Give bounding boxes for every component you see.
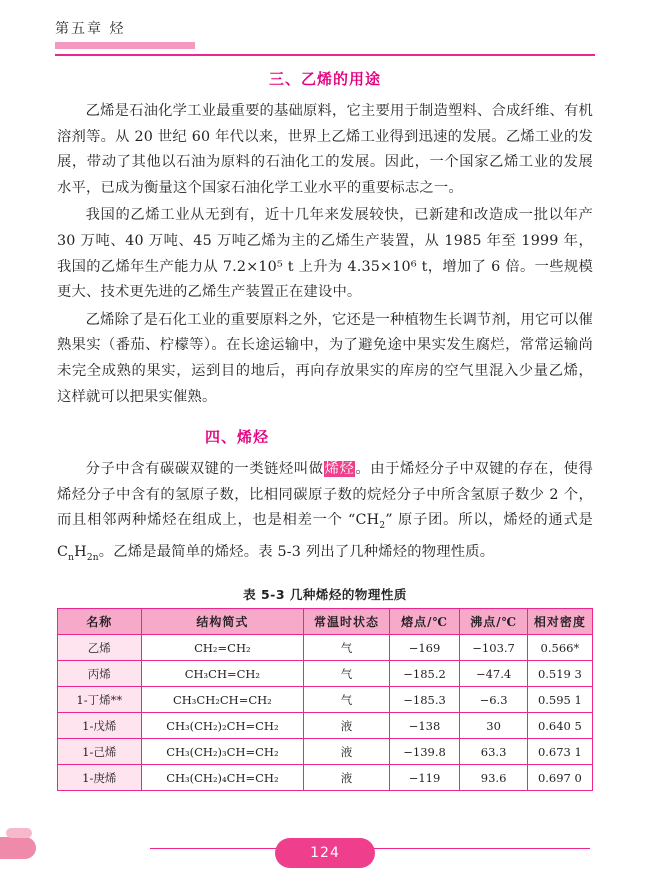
cell-structure: CH₂=CH₂ <box>141 635 304 661</box>
th-structure: 结构简式 <box>141 609 304 635</box>
th-boiling-point: 沸点/℃ <box>460 609 527 635</box>
cell-melting-point: −139.8 <box>389 739 460 765</box>
section-heading-alkenes: 四、烯烃 <box>205 428 270 447</box>
highlighted-term-alkene: 烯烃 <box>324 461 355 478</box>
header-pink-band <box>55 42 195 49</box>
table-row <box>58 661 593 687</box>
cell-melting-point: −185.2 <box>389 661 460 687</box>
cell-density: 0.673 1 <box>527 739 592 765</box>
section-heading-uses: 三、乙烯的用途 <box>268 70 381 88</box>
cell-state: 液 <box>304 765 389 791</box>
table-header-row <box>58 609 593 635</box>
sub-2n: 2n <box>86 552 99 563</box>
cell-melting-point: −119 <box>389 765 460 791</box>
th-melting-point: 熔点/℃ <box>389 609 460 635</box>
cell-boiling-point: −6.3 <box>460 687 527 713</box>
cell-structure: CH₃CH=CH₂ <box>141 661 304 687</box>
cell-melting-point: −169 <box>389 635 460 661</box>
cell-state: 气 <box>304 661 389 687</box>
cell-structure: CH₃(CH₂)₃CH=CH₂ <box>141 739 304 765</box>
alkene-properties-table <box>57 608 593 791</box>
table-row <box>58 765 593 791</box>
paragraph-alkenes-1-part-d: H <box>74 543 87 560</box>
paragraph-alkenes-1-part-e: 。乙烯是最简单的烯烃。表 5-3 列出了几种烯烃的物理性质。 <box>98 543 495 560</box>
th-name: 名称 <box>58 609 142 635</box>
table-row <box>58 713 593 739</box>
cell-melting-point: −138 <box>389 713 460 739</box>
cell-state: 气 <box>304 687 389 713</box>
table-row <box>58 687 593 713</box>
page-number: 124 <box>275 838 375 868</box>
cell-state: 液 <box>304 713 389 739</box>
cell-name: 丙烯 <box>58 661 142 687</box>
paragraph-uses-1: 乙烯是石油化学工业最重要的基础原料，它主要用于制造塑料、合成纤维、有机溶剂等。从 20 世纪 60 年代以来，世界上乙烯工业得到迅速的发展。乙烯工业的发展，带动了其他以石油为原料的石油化工的发展。因此，一个国家乙烯工业的发展水平，已成为衡量这个国家石油化学工业水平的重要标志之一。 <box>57 103 593 196</box>
page-content <box>57 58 593 791</box>
cell-structure: CH₃CH₂CH=CH₂ <box>141 687 304 713</box>
cell-boiling-point: −47.4 <box>460 661 527 687</box>
paragraph-alkenes-1-part-b: 。由于烯烃分子中双键的存在，使得烯烃分子中含有的氢原子数，比相同碳原子数的烷烃分子中所含氢原子数少 2 个，而且相邻两种烯烃在组成上，也是相差一个 “CH <box>57 461 594 529</box>
cell-name: 乙烯 <box>58 635 142 661</box>
header-divider <box>55 54 595 56</box>
footer-decoration <box>0 837 36 859</box>
cell-state: 气 <box>304 635 389 661</box>
cell-structure: CH₃(CH₂)₂CH=CH₂ <box>141 713 304 739</box>
cell-melting-point: −185.3 <box>389 687 460 713</box>
cell-name: 1-己烯 <box>58 739 142 765</box>
cell-structure: CH₃(CH₂)₄CH=CH₂ <box>141 765 304 791</box>
cell-name: 1-戊烯 <box>58 713 142 739</box>
cell-density: 0.519 3 <box>527 661 592 687</box>
th-density: 相对密度 <box>527 609 592 635</box>
cell-density: 0.566* <box>527 635 592 661</box>
cell-name: 1-丁烯** <box>58 687 142 713</box>
sub-n: n <box>68 552 75 563</box>
cell-boiling-point: 30 <box>460 713 527 739</box>
cell-density: 0.697 0 <box>527 765 592 791</box>
cell-density: 0.640 5 <box>527 713 592 739</box>
paragraph-alkenes-1-part-c: ” 原子团。所以，烯烃的通式是 C <box>57 512 594 560</box>
cell-boiling-point: 93.6 <box>460 765 527 791</box>
chapter-title: 第五章 烃 <box>55 21 126 37</box>
cell-boiling-point: 63.3 <box>460 739 527 765</box>
paragraph-uses-3: 乙烯除了是石化工业的重要原料之外，它还是一种植物生长调节剂，用它可以催熟果实（番茄、柠檬等）。在长途运输中，为了避免途中果实发生腐烂，常常运输尚未完全成熟的果实，运到目的地后，再向存放果实的库房的空气里混入少量乙烯，这样就可以把果实催熟。 <box>57 311 593 405</box>
cell-state: 液 <box>304 739 389 765</box>
table-caption: 表 5-3 几种烯烃的物理性质 <box>243 587 407 603</box>
cell-boiling-point: −103.7 <box>460 635 527 661</box>
table-row <box>58 635 593 661</box>
paragraph-uses-2: 我国的乙烯工业从无到有，近十几年来发展较快，已新建和改造成一批以年产 30 万吨、40 万吨、45 万吨乙烯为主的乙烯生产装置，从 1985 年至 1999 年，我国的乙烯年生产能力从 7.2×10⁵ t 上升为 4.35×10⁶ t，增加了 6 倍。一些规模更大、技术更先进的乙烯生产装置正在建设中。 <box>57 207 593 301</box>
cell-name: 1-庚烯 <box>58 765 142 791</box>
paragraph-alkenes-1 <box>57 457 593 571</box>
table-row <box>58 739 593 765</box>
th-state: 常温时状态 <box>304 609 389 635</box>
paragraph-alkenes-1-part-a: 分子中含有碳碳双键的一类链烃叫做 <box>85 461 324 478</box>
cell-density: 0.595 1 <box>527 687 592 713</box>
sub-2-ch2: 2 <box>379 521 386 532</box>
page-header <box>0 18 650 48</box>
